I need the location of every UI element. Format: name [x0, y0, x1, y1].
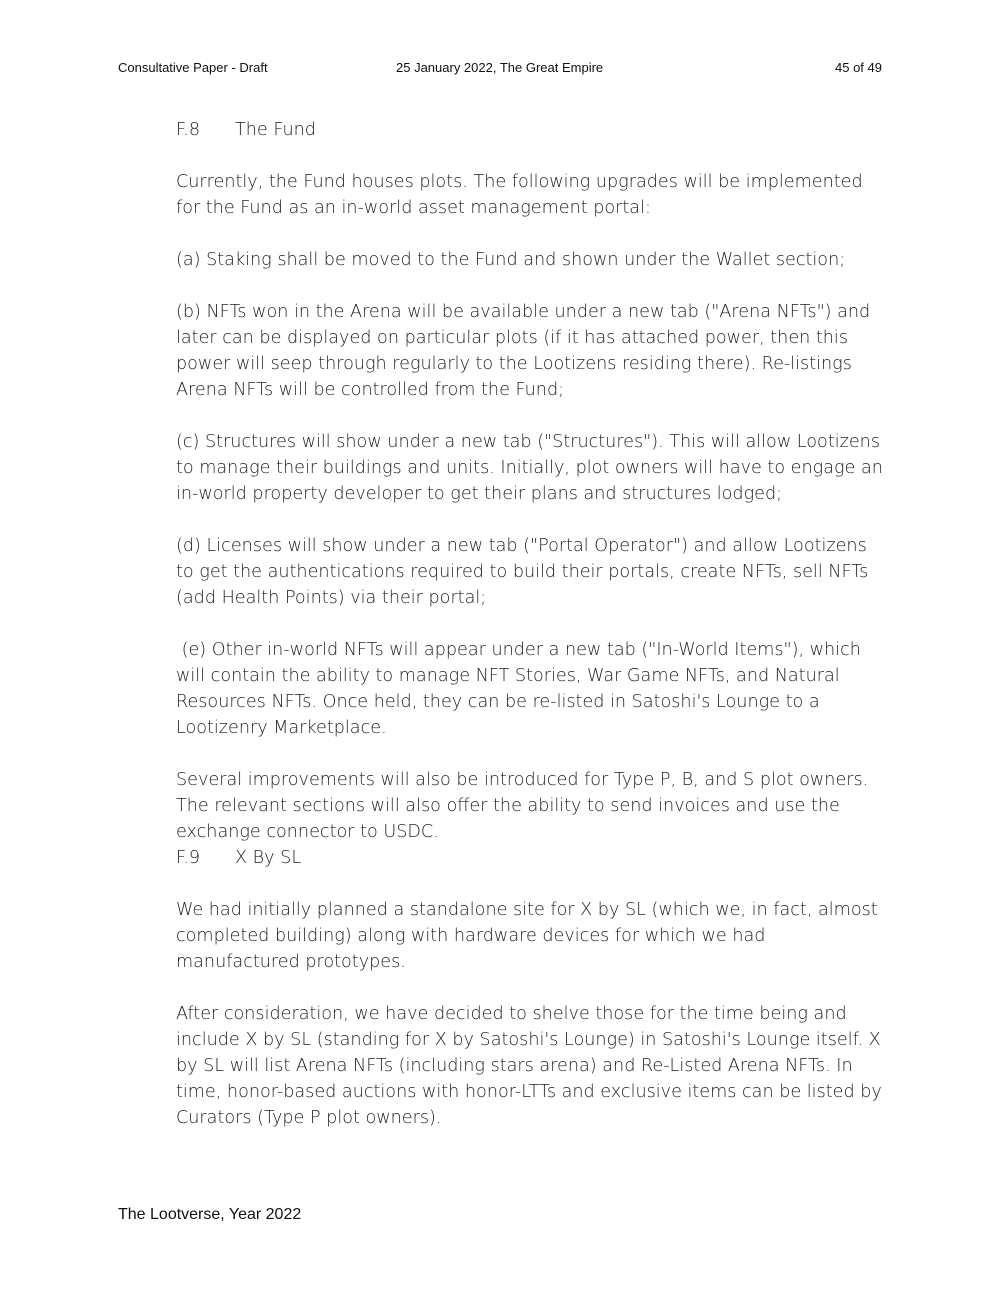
header-date-location: 25 January 2022, The Great Empire — [396, 60, 604, 75]
paragraph: After consideration, we have decided to shelve those for the time being and include X by SL (standing for X by Satoshi's Lounge) in Satoshi's Lounge itself. X by SL will list Arena NFTs (including stars arena) and Re-Listed Arena NFTs. In time, honor-based auctions with honor-LTTs and exclusive items can be listed by Curators (Type P plot owners). — [176, 1004, 882, 1128]
document-body — [176, 117, 886, 1157]
paragraph: (d) Licenses will show under a new tab ("Portal Operator") and allow Lootizens to get the authentications required to build their portals, create NFTs, sell NFTs (add Health Points) via their portal; — [176, 536, 869, 608]
paragraph: (e) Other in-world NFTs will appear under a new tab ("In-World Items"), which will contain the ability to manage NFT Stories, War Game NFTs, and Natural Resources NFTs. Once held, they can be re-listed in Satoshi's Lounge to a Lootizenry Marketplace. — [176, 640, 867, 738]
paragraph: (b) NFTs won in the Arena will be available under a new tab ("Arena NFTs") and later can be displayed on particular plots (if it has attached power, then this power will seep through regularly to the Lootizens residing there). Re-listings Arena NFTs will be controlled from the Fund; — [176, 302, 871, 400]
section-title: X By SL — [235, 848, 302, 868]
section-heading-f9 — [176, 845, 886, 871]
paragraph: Several improvements will also be introduced for Type P, B, and S plot owners. The relevant sections will also offer the ability to send invoices and use the exchange connector to USDC. — [176, 770, 869, 842]
paragraph: (c) Structures will show under a new tab ("Structures"). This will allow Lootizens to manage their buildings and units. Initially, plot owners will have to engage an in-world property developer to get their plans and structures lodged; — [176, 432, 883, 504]
page-footer: The Lootverse, Year 2022 — [118, 1206, 302, 1223]
section-title: The Fund — [235, 120, 316, 140]
section-number: F.9 — [176, 848, 201, 868]
section-heading-f8 — [176, 117, 886, 143]
page-header — [118, 60, 882, 78]
section-number: F.8 — [176, 120, 201, 140]
header-document-title: Consultative Paper - Draft — [118, 60, 268, 75]
paragraph: (a) Staking shall be moved to the Fund and shown under the Wallet section; — [176, 250, 846, 270]
paragraph: We had initially planned a standalone site for X by SL (which we, in fact, almost completed building) along with hardware devices for which we had manufactured prototypes. — [176, 900, 878, 972]
header-page-number: 45 of 49 — [835, 60, 882, 75]
paragraph: Currently, the Fund houses plots. The following upgrades will be implemented for the Fund as an in-world asset management portal: — [176, 172, 863, 218]
